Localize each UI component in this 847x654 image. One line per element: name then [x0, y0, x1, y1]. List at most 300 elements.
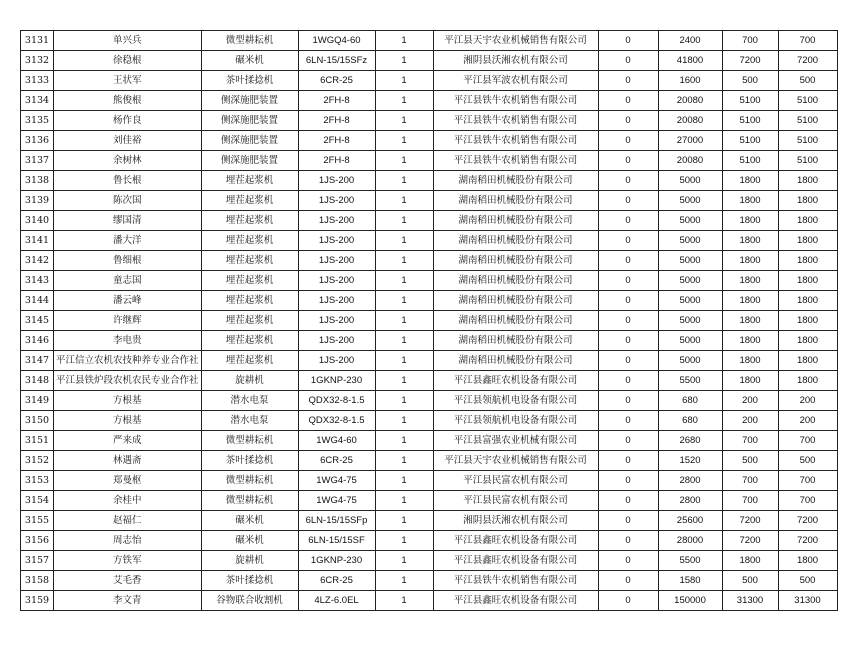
dealer-name-cell: 平江县铁牛农机销售有限公司: [433, 91, 598, 111]
model-number-cell: 1WG4-60: [298, 431, 375, 451]
quantity-cell: 1: [375, 311, 433, 331]
owner-name-cell: 余桂中: [54, 491, 202, 511]
value-zero-cell: 0: [598, 271, 658, 291]
record-number-cell: 3156: [21, 531, 54, 551]
table-row: [21, 251, 838, 271]
machine-type-cell: 潜水电泵: [201, 411, 298, 431]
owner-name-cell: 赵福仁: [54, 511, 202, 531]
subsidy-amount-cell: 7200: [722, 511, 778, 531]
subsidy-total-cell: 5100: [778, 111, 837, 131]
sale-price-cell: 20080: [658, 91, 722, 111]
record-number-cell: 3136: [21, 131, 54, 151]
value-zero-cell: 0: [598, 451, 658, 471]
value-zero-cell: 0: [598, 311, 658, 331]
model-number-cell: 6LN-15/15SF: [298, 531, 375, 551]
dealer-name-cell: 湖南稻田机械股份有限公司: [433, 171, 598, 191]
owner-name-cell: 艾毛香: [54, 571, 202, 591]
model-number-cell: 1JS-200: [298, 331, 375, 351]
model-number-cell: 1JS-200: [298, 271, 375, 291]
subsidy-amount-cell: 200: [722, 411, 778, 431]
table-row: [21, 471, 838, 491]
quantity-cell: 1: [375, 211, 433, 231]
dealer-name-cell: 平江县军波农机有限公司: [433, 71, 598, 91]
machine-type-cell: 埋茬起浆机: [201, 331, 298, 351]
sale-price-cell: 1520: [658, 451, 722, 471]
record-number-cell: 3133: [21, 71, 54, 91]
table-row: [21, 431, 838, 451]
dealer-name-cell: 平江县富强农业机械有限公司: [433, 431, 598, 451]
machine-type-cell: 埋茬起浆机: [201, 351, 298, 371]
value-zero-cell: 0: [598, 191, 658, 211]
model-number-cell: 1WG4-75: [298, 491, 375, 511]
subsidy-total-cell: 1800: [778, 551, 837, 571]
value-zero-cell: 0: [598, 171, 658, 191]
owner-name-cell: 平江信立农机农技种养专业合作社: [54, 351, 202, 371]
dealer-name-cell: 平江县领航机电设备有限公司: [433, 391, 598, 411]
model-number-cell: 1JS-200: [298, 351, 375, 371]
owner-name-cell: 潘云峰: [54, 291, 202, 311]
sale-price-cell: 5000: [658, 251, 722, 271]
sale-price-cell: 2680: [658, 431, 722, 451]
value-zero-cell: 0: [598, 531, 658, 551]
sale-price-cell: 5000: [658, 211, 722, 231]
subsidy-amount-cell: 1800: [722, 291, 778, 311]
owner-name-cell: 潘大洋: [54, 231, 202, 251]
subsidy-total-cell: 200: [778, 411, 837, 431]
table-row: [21, 31, 838, 51]
quantity-cell: 1: [375, 491, 433, 511]
dealer-name-cell: 平江县鑫旺农机设备有限公司: [433, 551, 598, 571]
subsidy-total-cell: 1800: [778, 311, 837, 331]
owner-name-cell: 郑曼枢: [54, 471, 202, 491]
model-number-cell: 2FH-8: [298, 111, 375, 131]
subsidy-amount-cell: 700: [722, 31, 778, 51]
table-row: [21, 151, 838, 171]
owner-name-cell: 李电贵: [54, 331, 202, 351]
subsidy-total-cell: 31300: [778, 591, 837, 611]
owner-name-cell: 缪国清: [54, 211, 202, 231]
table-row: [21, 331, 838, 351]
subsidy-total-cell: 5100: [778, 131, 837, 151]
quantity-cell: 1: [375, 71, 433, 91]
owner-name-cell: 王状军: [54, 71, 202, 91]
subsidy-total-cell: 5100: [778, 91, 837, 111]
dealer-name-cell: 平江县鑫旺农机设备有限公司: [433, 371, 598, 391]
table-row: [21, 231, 838, 251]
table-row: [21, 591, 838, 611]
owner-name-cell: 单兴兵: [54, 31, 202, 51]
record-number-cell: 3159: [21, 591, 54, 611]
model-number-cell: QDX32-8-1.5: [298, 391, 375, 411]
table-row: [21, 411, 838, 431]
record-number-cell: 3154: [21, 491, 54, 511]
model-number-cell: 2FH-8: [298, 91, 375, 111]
machine-type-cell: 潜水电泵: [201, 391, 298, 411]
value-zero-cell: 0: [598, 551, 658, 571]
subsidy-amount-cell: 500: [722, 451, 778, 471]
value-zero-cell: 0: [598, 231, 658, 251]
sale-price-cell: 20080: [658, 151, 722, 171]
machine-type-cell: 微型耕耘机: [201, 471, 298, 491]
model-number-cell: QDX32-8-1.5: [298, 411, 375, 431]
machine-type-cell: 微型耕耘机: [201, 491, 298, 511]
subsidy-total-cell: 700: [778, 491, 837, 511]
quantity-cell: 1: [375, 371, 433, 391]
sale-price-cell: 5000: [658, 191, 722, 211]
machine-type-cell: 茶叶揉捻机: [201, 71, 298, 91]
owner-name-cell: 严来成: [54, 431, 202, 451]
subsidy-amount-cell: 700: [722, 431, 778, 451]
table-row: [21, 511, 838, 531]
subsidy-total-cell: 1800: [778, 371, 837, 391]
machine-type-cell: 侧深施肥装置: [201, 151, 298, 171]
value-zero-cell: 0: [598, 511, 658, 531]
subsidy-total-cell: 1800: [778, 191, 837, 211]
subsidy-amount-cell: 1800: [722, 331, 778, 351]
value-zero-cell: 0: [598, 211, 658, 231]
sale-price-cell: 150000: [658, 591, 722, 611]
dealer-name-cell: 平江县领航机电设备有限公司: [433, 411, 598, 431]
sale-price-cell: 5000: [658, 331, 722, 351]
value-zero-cell: 0: [598, 471, 658, 491]
sale-price-cell: 41800: [658, 51, 722, 71]
dealer-name-cell: 平江县铁牛农机销售有限公司: [433, 151, 598, 171]
sale-price-cell: 2800: [658, 471, 722, 491]
owner-name-cell: 熊俊根: [54, 91, 202, 111]
sale-price-cell: 680: [658, 411, 722, 431]
table-row: [21, 131, 838, 151]
value-zero-cell: 0: [598, 71, 658, 91]
model-number-cell: 1JS-200: [298, 251, 375, 271]
table-row: [21, 571, 838, 591]
value-zero-cell: 0: [598, 91, 658, 111]
table-row: [21, 171, 838, 191]
quantity-cell: 1: [375, 411, 433, 431]
machine-type-cell: 茶叶揉捻机: [201, 451, 298, 471]
dealer-name-cell: 平江县鑫旺农机设备有限公司: [433, 531, 598, 551]
dealer-name-cell: 平江县天宇农业机械销售有限公司: [433, 451, 598, 471]
machine-type-cell: 碾米机: [201, 531, 298, 551]
sale-price-cell: 5500: [658, 371, 722, 391]
subsidy-total-cell: 500: [778, 571, 837, 591]
record-number-cell: 3140: [21, 211, 54, 231]
dealer-name-cell: 湖南稻田机械股份有限公司: [433, 231, 598, 251]
value-zero-cell: 0: [598, 351, 658, 371]
record-number-cell: 3150: [21, 411, 54, 431]
subsidy-amount-cell: 500: [722, 571, 778, 591]
subsidy-total-cell: 700: [778, 431, 837, 451]
model-number-cell: 1WG4-75: [298, 471, 375, 491]
dealer-name-cell: 平江县铁牛农机销售有限公司: [433, 111, 598, 131]
sale-price-cell: 5500: [658, 551, 722, 571]
owner-name-cell: 林遇斋: [54, 451, 202, 471]
owner-name-cell: 杨作良: [54, 111, 202, 131]
value-zero-cell: 0: [598, 591, 658, 611]
machine-type-cell: 埋茬起浆机: [201, 251, 298, 271]
owner-name-cell: 方根基: [54, 391, 202, 411]
machine-type-cell: 碾米机: [201, 51, 298, 71]
value-zero-cell: 0: [598, 571, 658, 591]
quantity-cell: 1: [375, 271, 433, 291]
machine-type-cell: 微型耕耘机: [201, 431, 298, 451]
model-number-cell: 6LN-15/15SFz: [298, 51, 375, 71]
subsidy-amount-cell: 5100: [722, 111, 778, 131]
subsidy-amount-cell: 5100: [722, 91, 778, 111]
dealer-name-cell: 平江县民富农机有限公司: [433, 491, 598, 511]
dealer-name-cell: 平江县鑫旺农机设备有限公司: [433, 591, 598, 611]
subsidy-amount-cell: 1800: [722, 371, 778, 391]
machine-type-cell: 侧深施肥装置: [201, 111, 298, 131]
subsidy-total-cell: 200: [778, 391, 837, 411]
table-row: [21, 531, 838, 551]
table-row: [21, 271, 838, 291]
subsidy-amount-cell: 5100: [722, 151, 778, 171]
owner-name-cell: 鲁细根: [54, 251, 202, 271]
sale-price-cell: 2800: [658, 491, 722, 511]
subsidy-total-cell: 1800: [778, 251, 837, 271]
record-number-cell: 3147: [21, 351, 54, 371]
dealer-name-cell: 湖南稻田机械股份有限公司: [433, 251, 598, 271]
subsidy-total-cell: 7200: [778, 511, 837, 531]
sale-price-cell: 5000: [658, 311, 722, 331]
machine-type-cell: 埋茬起浆机: [201, 311, 298, 331]
subsidy-amount-cell: 700: [722, 471, 778, 491]
record-number-cell: 3143: [21, 271, 54, 291]
model-number-cell: 6LN-15/15SFp: [298, 511, 375, 531]
record-number-cell: 3137: [21, 151, 54, 171]
machine-type-cell: 埋茬起浆机: [201, 291, 298, 311]
dealer-name-cell: 平江县天宇农业机械销售有限公司: [433, 31, 598, 51]
record-number-cell: 3148: [21, 371, 54, 391]
value-zero-cell: 0: [598, 331, 658, 351]
table-row: [21, 311, 838, 331]
machine-type-cell: 埋茬起浆机: [201, 211, 298, 231]
sale-price-cell: 1580: [658, 571, 722, 591]
quantity-cell: 1: [375, 571, 433, 591]
sale-price-cell: 28000: [658, 531, 722, 551]
subsidy-amount-cell: 1800: [722, 171, 778, 191]
subsidy-amount-cell: 7200: [722, 531, 778, 551]
sale-price-cell: 5000: [658, 291, 722, 311]
value-zero-cell: 0: [598, 31, 658, 51]
value-zero-cell: 0: [598, 491, 658, 511]
quantity-cell: 1: [375, 31, 433, 51]
value-zero-cell: 0: [598, 111, 658, 131]
quantity-cell: 1: [375, 111, 433, 131]
subsidy-amount-cell: 1800: [722, 271, 778, 291]
machine-type-cell: 埋茬起浆机: [201, 171, 298, 191]
subsidy-amount-cell: 200: [722, 391, 778, 411]
subsidy-amount-cell: 5100: [722, 131, 778, 151]
value-zero-cell: 0: [598, 131, 658, 151]
subsidy-total-cell: 1800: [778, 331, 837, 351]
quantity-cell: 1: [375, 531, 433, 551]
subsidy-total-cell: 1800: [778, 291, 837, 311]
quantity-cell: 1: [375, 391, 433, 411]
record-number-cell: 3132: [21, 51, 54, 71]
record-number-cell: 3138: [21, 171, 54, 191]
subsidy-amount-cell: 1800: [722, 551, 778, 571]
quantity-cell: 1: [375, 331, 433, 351]
quantity-cell: 1: [375, 351, 433, 371]
record-number-cell: 3152: [21, 451, 54, 471]
subsidy-total-cell: 500: [778, 451, 837, 471]
subsidy-total-cell: 7200: [778, 531, 837, 551]
model-number-cell: 2FH-8: [298, 131, 375, 151]
record-number-cell: 3145: [21, 311, 54, 331]
quantity-cell: 1: [375, 431, 433, 451]
quantity-cell: 1: [375, 471, 433, 491]
dealer-name-cell: 湘阴县沃湘农机有限公司: [433, 511, 598, 531]
model-number-cell: 1GKNP-230: [298, 371, 375, 391]
owner-name-cell: 刘佳裕: [54, 131, 202, 151]
subsidy-amount-cell: 31300: [722, 591, 778, 611]
model-number-cell: 1JS-200: [298, 171, 375, 191]
sale-price-cell: 2400: [658, 31, 722, 51]
model-number-cell: 6CR-25: [298, 71, 375, 91]
table-row: [21, 91, 838, 111]
sale-price-cell: 5000: [658, 171, 722, 191]
machine-type-cell: 侧深施肥装置: [201, 91, 298, 111]
sale-price-cell: 680: [658, 391, 722, 411]
quantity-cell: 1: [375, 291, 433, 311]
quantity-cell: 1: [375, 51, 433, 71]
table-row: [21, 291, 838, 311]
sale-price-cell: 5000: [658, 231, 722, 251]
quantity-cell: 1: [375, 451, 433, 471]
model-number-cell: 1JS-200: [298, 311, 375, 331]
subsidy-total-cell: 1800: [778, 271, 837, 291]
quantity-cell: 1: [375, 151, 433, 171]
value-zero-cell: 0: [598, 431, 658, 451]
quantity-cell: 1: [375, 591, 433, 611]
dealer-name-cell: 湘阴县沃湘农机有限公司: [433, 51, 598, 71]
owner-name-cell: 方铁军: [54, 551, 202, 571]
subsidy-total-cell: 700: [778, 31, 837, 51]
owner-name-cell: 陈次国: [54, 191, 202, 211]
record-number-cell: 3131: [21, 31, 54, 51]
quantity-cell: 1: [375, 191, 433, 211]
subsidy-total-cell: 7200: [778, 51, 837, 71]
record-number-cell: 3134: [21, 91, 54, 111]
dealer-name-cell: 平江县民富农机有限公司: [433, 471, 598, 491]
dealer-name-cell: 湖南稻田机械股份有限公司: [433, 211, 598, 231]
owner-name-cell: 徐稳根: [54, 51, 202, 71]
dealer-name-cell: 平江县铁牛农机销售有限公司: [433, 131, 598, 151]
record-number-cell: 3155: [21, 511, 54, 531]
machine-type-cell: 埋茬起浆机: [201, 231, 298, 251]
table-row: [21, 491, 838, 511]
record-number-cell: 3146: [21, 331, 54, 351]
table-row: [21, 191, 838, 211]
record-number-cell: 3158: [21, 571, 54, 591]
quantity-cell: 1: [375, 91, 433, 111]
dealer-name-cell: 湖南稻田机械股份有限公司: [433, 331, 598, 351]
owner-name-cell: 鲁长根: [54, 171, 202, 191]
subsidy-total-cell: 500: [778, 71, 837, 91]
sale-price-cell: 1600: [658, 71, 722, 91]
machine-type-cell: 旋耕机: [201, 371, 298, 391]
model-number-cell: 6CR-25: [298, 451, 375, 471]
subsidy-amount-cell: 1800: [722, 211, 778, 231]
sale-price-cell: 25600: [658, 511, 722, 531]
record-number-cell: 3139: [21, 191, 54, 211]
value-zero-cell: 0: [598, 411, 658, 431]
dealer-name-cell: 湖南稻田机械股份有限公司: [433, 351, 598, 371]
record-number-cell: 3151: [21, 431, 54, 451]
subsidy-table: [20, 30, 838, 611]
model-number-cell: 6CR-25: [298, 571, 375, 591]
sale-price-cell: 27000: [658, 131, 722, 151]
table-row: [21, 71, 838, 91]
record-number-cell: 3135: [21, 111, 54, 131]
table-row: [21, 551, 838, 571]
value-zero-cell: 0: [598, 151, 658, 171]
quantity-cell: 1: [375, 171, 433, 191]
table-body: [21, 31, 838, 611]
subsidy-total-cell: 1800: [778, 211, 837, 231]
record-number-cell: 3153: [21, 471, 54, 491]
dealer-name-cell: 湖南稻田机械股份有限公司: [433, 271, 598, 291]
model-number-cell: 1JS-200: [298, 211, 375, 231]
record-number-cell: 3144: [21, 291, 54, 311]
machine-type-cell: 碾米机: [201, 511, 298, 531]
dealer-name-cell: 湖南稻田机械股份有限公司: [433, 291, 598, 311]
quantity-cell: 1: [375, 251, 433, 271]
record-number-cell: 3149: [21, 391, 54, 411]
subsidy-amount-cell: 500: [722, 71, 778, 91]
sale-price-cell: 5000: [658, 351, 722, 371]
table-row: [21, 51, 838, 71]
dealer-name-cell: 平江县铁牛农机销售有限公司: [433, 571, 598, 591]
machine-type-cell: 埋茬起浆机: [201, 191, 298, 211]
table-row: [21, 111, 838, 131]
subsidy-amount-cell: 700: [722, 491, 778, 511]
table-row: [21, 391, 838, 411]
record-number-cell: 3141: [21, 231, 54, 251]
dealer-name-cell: 湖南稻田机械股份有限公司: [433, 311, 598, 331]
table-row: [21, 351, 838, 371]
subsidy-total-cell: 700: [778, 471, 837, 491]
machine-type-cell: 埋茬起浆机: [201, 271, 298, 291]
subsidy-total-cell: 1800: [778, 171, 837, 191]
quantity-cell: 1: [375, 131, 433, 151]
subsidy-amount-cell: 1800: [722, 231, 778, 251]
subsidy-total-cell: 1800: [778, 231, 837, 251]
subsidy-amount-cell: 1800: [722, 191, 778, 211]
value-zero-cell: 0: [598, 291, 658, 311]
model-number-cell: 4LZ-6.0EL: [298, 591, 375, 611]
subsidy-total-cell: 5100: [778, 151, 837, 171]
machine-type-cell: 侧深施肥装置: [201, 131, 298, 151]
model-number-cell: 1JS-200: [298, 291, 375, 311]
table-row: [21, 451, 838, 471]
owner-name-cell: 李文青: [54, 591, 202, 611]
model-number-cell: 1WGQ4-60: [298, 31, 375, 51]
quantity-cell: 1: [375, 231, 433, 251]
machine-type-cell: 谷物联合收割机: [201, 591, 298, 611]
owner-name-cell: 平江县铁炉段农机农民专业合作社: [54, 371, 202, 391]
record-number-cell: 3142: [21, 251, 54, 271]
owner-name-cell: 许继辉: [54, 311, 202, 331]
value-zero-cell: 0: [598, 391, 658, 411]
model-number-cell: 1GKNP-230: [298, 551, 375, 571]
subsidy-amount-cell: 1800: [722, 251, 778, 271]
sale-price-cell: 5000: [658, 271, 722, 291]
subsidy-total-cell: 1800: [778, 351, 837, 371]
machine-type-cell: 茶叶揉捻机: [201, 571, 298, 591]
record-number-cell: 3157: [21, 551, 54, 571]
